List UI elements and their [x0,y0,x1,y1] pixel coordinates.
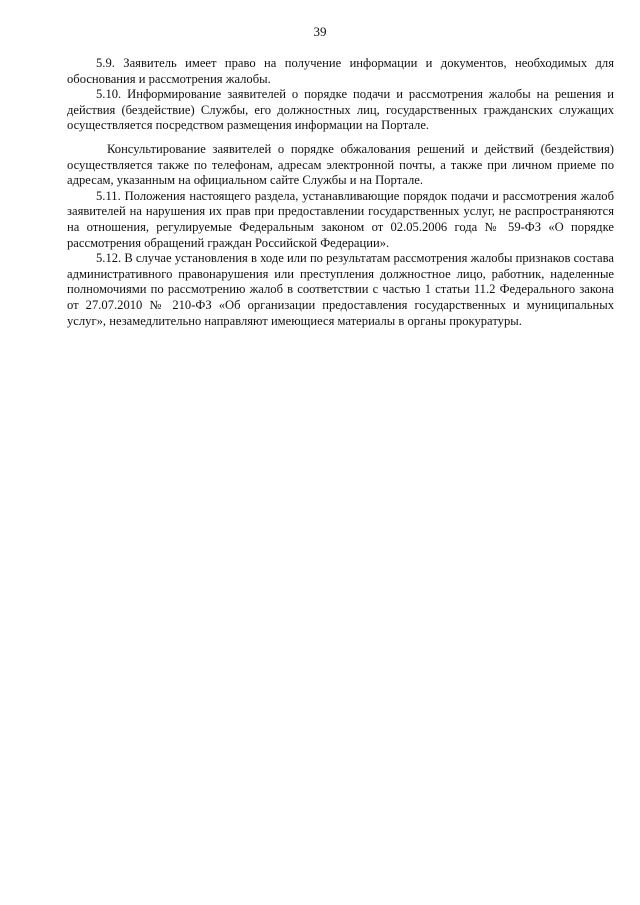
paragraph-5-11: 5.11. Положения настоящего раздела, устанавливающие порядок подачи и рассмотрения жалоб заявителей на нарушения их прав при предоставлении государственных услуг, не распространяются на отношения, регулируемые Федеральным законом от 02.05.2006 года № 59-ФЗ «О порядке рассмотрения обращений граждан Российской Федерации». [67,188,614,250]
paragraph-consultation: Консультирование заявителей о порядке обжалования решений и действий (бездействия) осуществляется также по телефонам, адресам электронной почты, а также при личном приеме по адресам, указанным на официальном сайте Службы и на Портале. [67,141,614,188]
paragraph-5-12: 5.12. В случае установления в ходе или по результатам рассмотрения жалобы признаков состава административного правонарушения или преступления должностное лицо, работник, наделенные полномочиями по рассмотрению жалоб в соответствии с частью 1 статьи 11.2 Федерального закона от 27.07.2010 № 210-ФЗ «Об организации предоставления государственных и муниципальных услуг», незамедлительно направляют имеющиеся материалы в органы прокуратуры. [67,251,614,328]
page-number: 39 [313,24,327,39]
paragraph-5-9: 5.9. Заявитель имеет право на получение информации и документов, необходимых для обоснования и рассмотрения жалобы. [67,56,614,86]
paragraph-5-10: 5.10. Информирование заявителей о порядке подачи и рассмотрения жалобы на решения и действия (бездействие) Службы, его должностных лиц, государственных гражданских служащих осуществляется посредством размещения информации на Портале. [67,87,614,133]
document-body [67,56,614,329]
